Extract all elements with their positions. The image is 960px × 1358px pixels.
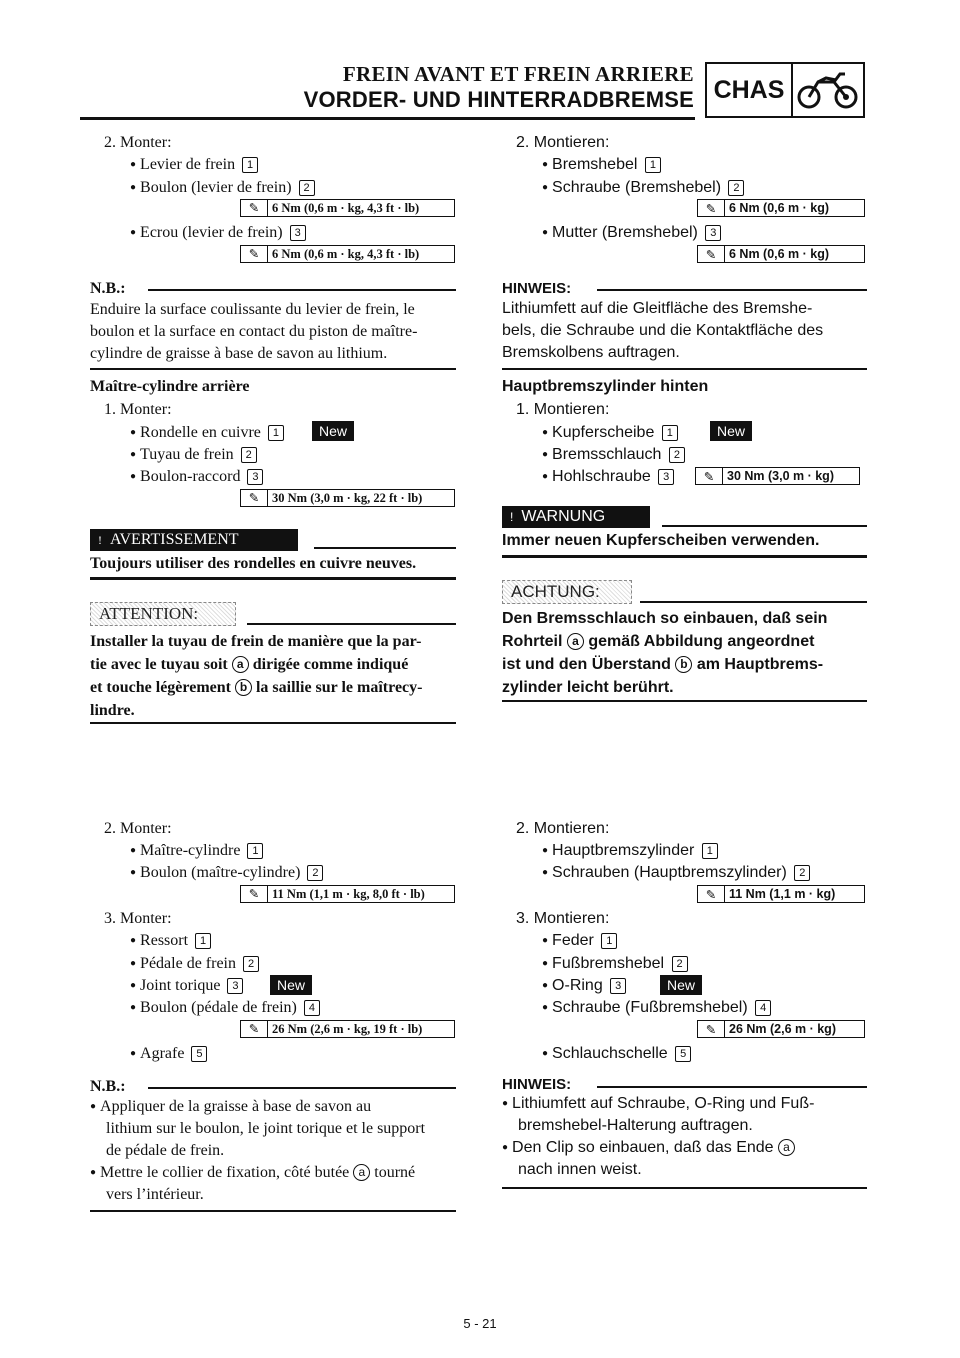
de2-item-schrauben: ● Schrauben (Hauptbremszylinder) 2 <box>542 862 810 884</box>
fr-warning-rule <box>314 547 456 549</box>
title-german: VORDER- UND HINTERRADBREMSE <box>303 87 694 112</box>
fr-item-copper-washer: ● Rondelle en cuivre 1 <box>130 422 284 444</box>
fr-torque-spec-3: ✎ 30 Nm (3,0 m · kg, 22 ft · lb) <box>240 489 455 507</box>
fr-warning-end-rule <box>90 577 456 580</box>
de-nb-rule <box>597 289 867 291</box>
fr2-step-3: 3. Monter: <box>104 910 172 927</box>
de-warning-rule <box>662 525 867 527</box>
fr2-step-2: 2. Monter: <box>104 820 172 837</box>
de2-item-fussbremshebel: ● Fußbremshebel 2 <box>542 953 688 975</box>
fr-nb-rule <box>148 289 456 291</box>
de2-step-2: 2. Montieren: <box>516 820 610 837</box>
de-nb-label: HINWEIS: <box>502 280 572 297</box>
fr2-item-brake-pedal: ● Pédale de frein 2 <box>130 953 259 975</box>
page-number: 5 - 21 <box>463 1316 497 1331</box>
de-item-schraube: ● Schraube (Bremshebel) 2 <box>542 177 744 199</box>
wrench-icon: ✎ <box>698 1021 725 1037</box>
de-nb-text: Lithiumfett auf die Gleitfläche des Bremshe- bels, die Schraube und die Kontaktfläche des Bremskolbens auftragen. <box>502 300 824 361</box>
de-warning-label: ! WARNUNG <box>502 506 650 528</box>
fr2-nb-rule <box>148 1087 456 1089</box>
wrench-icon: ✎ <box>241 1021 268 1037</box>
wrench-icon: ✎ <box>241 246 268 262</box>
de2-nb-label: HINWEIS: <box>502 1076 572 1093</box>
de2-nb-text: ● Lithiumfett auf Schraube, O-Ring und Fuß- bremshebel-Halterung auftragen. ● Den Clip so einbauen, daß das Ende a nach innen weist. <box>502 1095 815 1178</box>
section-badge <box>705 62 865 118</box>
de2-torque-spec-1: ✎ 11 Nm (1,1 m · kg) <box>697 885 865 903</box>
de2-item-schraube: ● Schraube (Fußbremshebel) 4 <box>542 997 771 1019</box>
fr-attention-rule <box>247 623 456 625</box>
fr-nb-end-rule <box>90 368 456 370</box>
wrench-icon: ✎ <box>698 886 725 902</box>
de-attention-rule <box>640 601 867 603</box>
fr-step-2: 2. Monter: <box>104 134 172 151</box>
de2-item-feder: ● Feder 1 <box>542 930 617 952</box>
fr-warning-label: ! AVERTISSEMENT <box>90 529 298 551</box>
de-attention-text: Den Bremsschlauch so einbauen, daß sein Rohrteil a gemäß Abbildung angeordnet ist und den Überstand b am Hauptbrems- zylinder leicht berührt. <box>502 610 828 696</box>
fr2-item-pedal-bolt: ● Boulon (pédale de frein) 4 <box>130 997 320 1019</box>
fr2-nb-label: N.B.: <box>90 1078 126 1095</box>
fr-attention-text: Installer la tuyau de frein de manière que la par- tie avec le tuyau soit a dirigée comme indiqué et touche légèrement b la saillie sur le maîtrecy- lindre. <box>90 633 423 719</box>
warning-icon: ! <box>98 532 102 547</box>
fr-step-1: 1. Monter: <box>104 401 172 418</box>
fr-subtitle-rear-master: Maître-cylindre arrière <box>90 378 250 395</box>
fr2-item-spring: ● Ressort 1 <box>130 930 211 952</box>
de-warning-text: Immer neuen Kupferscheiben verwenden. <box>502 532 820 549</box>
fr-torque-spec-1: ✎ 6 Nm (0,6 m · kg, 4,3 ft · lb) <box>240 199 455 217</box>
wrench-icon: ✎ <box>241 886 268 902</box>
wrench-icon: ✎ <box>698 246 725 262</box>
wrench-icon: ✎ <box>241 490 268 506</box>
de-item-bremshebel: ● Bremshebel 1 <box>542 154 661 176</box>
fr2-torque-spec-2: ✎ 26 Nm (2,6 m · kg, 19 ft · lb) <box>240 1020 455 1038</box>
motorcycle-icon <box>793 64 863 116</box>
fr-attention-end-rule <box>90 722 456 724</box>
de-item-kupferscheibe: ● Kupferscheibe 1 <box>542 422 678 444</box>
fr2-item-clip: ● Agrafe 5 <box>130 1043 207 1065</box>
new-badge: New <box>270 975 312 995</box>
de-torque-spec-1: ✎ 6 Nm (0,6 m · kg) <box>697 199 865 217</box>
fr-nb-label: N.B.: <box>90 280 126 297</box>
fr-item-lever-bolt: ● Boulon (levier de frein) 2 <box>130 177 315 199</box>
de2-torque-spec-2: ✎ 26 Nm (2,6 m · kg) <box>697 1020 865 1038</box>
de2-item-hauptbremszylinder: ● Hauptbremszylinder 1 <box>542 840 718 862</box>
wrench-icon: ✎ <box>698 200 725 216</box>
de-step-1: 1. Montieren: <box>516 401 610 418</box>
section-label: CHAS <box>707 64 793 116</box>
fr-warning-text: Toujours utiliser des rondelles en cuivre neuves. <box>90 555 417 572</box>
fr-item-brake-lever: ● Levier de frein 1 <box>130 154 258 176</box>
fr-torque-spec-2: ✎ 6 Nm (0,6 m · kg, 4,3 ft · lb) <box>240 245 455 263</box>
wrench-icon: ✎ <box>696 468 723 484</box>
fr-item-union-bolt: ● Boulon-raccord 3 <box>130 466 263 488</box>
de2-step-3: 3. Montieren: <box>516 910 610 927</box>
title-french: FREIN AVANT ET FREIN ARRIERE <box>342 62 694 86</box>
fr-item-lever-nut: ● Ecrou (levier de frein) 3 <box>130 222 306 244</box>
wrench-icon: ✎ <box>241 200 268 216</box>
fr2-torque-spec-1: ✎ 11 Nm (1,1 m · kg, 8,0 ft · lb) <box>240 885 455 903</box>
fr2-nb-end-rule <box>90 1210 456 1212</box>
de-attention-end-rule <box>502 700 867 702</box>
fr2-item-master-cylinder: ● Maître-cylindre 1 <box>130 840 263 862</box>
de2-item-schlauchschelle: ● Schlauchschelle 5 <box>542 1043 691 1065</box>
de-attention-label: ACHTUNG: <box>502 580 632 604</box>
de2-nb-rule <box>597 1086 867 1088</box>
de2-item-o-ring: ● O-Ring 3 <box>542 975 626 997</box>
header-rule <box>80 117 695 120</box>
de-torque-spec-2: ✎ 6 Nm (0,6 m · kg) <box>697 245 865 263</box>
de-item-mutter: ● Mutter (Bremshebel) 3 <box>542 222 721 244</box>
de-warning-end-rule <box>502 555 867 558</box>
de-step-2: 2. Montieren: <box>516 134 610 151</box>
de-item-hohlschraube: ● Hohlschraube 3 <box>542 466 674 488</box>
de-item-bremsschlauch: ● Bremsschlauch 2 <box>542 444 685 466</box>
new-badge: New <box>710 421 752 441</box>
fr2-item-master-bolt: ● Boulon (maître-cylindre) 2 <box>130 862 323 884</box>
fr2-item-o-ring: ● Joint torique 3 <box>130 975 243 997</box>
de-torque-spec-3: ✎ 30 Nm (3,0 m · kg) <box>695 467 860 485</box>
new-badge: New <box>660 975 702 995</box>
de-subtitle-rear-master: Hauptbremszylinder hinten <box>502 378 709 395</box>
de-nb-end-rule <box>502 368 867 370</box>
fr-item-brake-hose: ● Tuyau de frein 2 <box>130 444 257 466</box>
fr-nb-text: Enduire la surface coulissante du levier de frein, le boulon et la surface en contact du piston de maître- cylindre de graisse à base de savon au lithium. <box>90 301 418 362</box>
fr2-nb-text: ● Appliquer de la graisse à base de savon au lithium sur le boulon, le joint torique et le support de pédale de frein. ● Mettre le collier de fixation, côté butée a tourné vers l’intérieur. <box>90 1098 426 1203</box>
warning-icon: ! <box>510 510 514 524</box>
fr-attention-label: ATTENTION: <box>90 602 236 626</box>
de2-nb-end-rule <box>502 1187 867 1189</box>
new-badge: New <box>312 421 354 441</box>
